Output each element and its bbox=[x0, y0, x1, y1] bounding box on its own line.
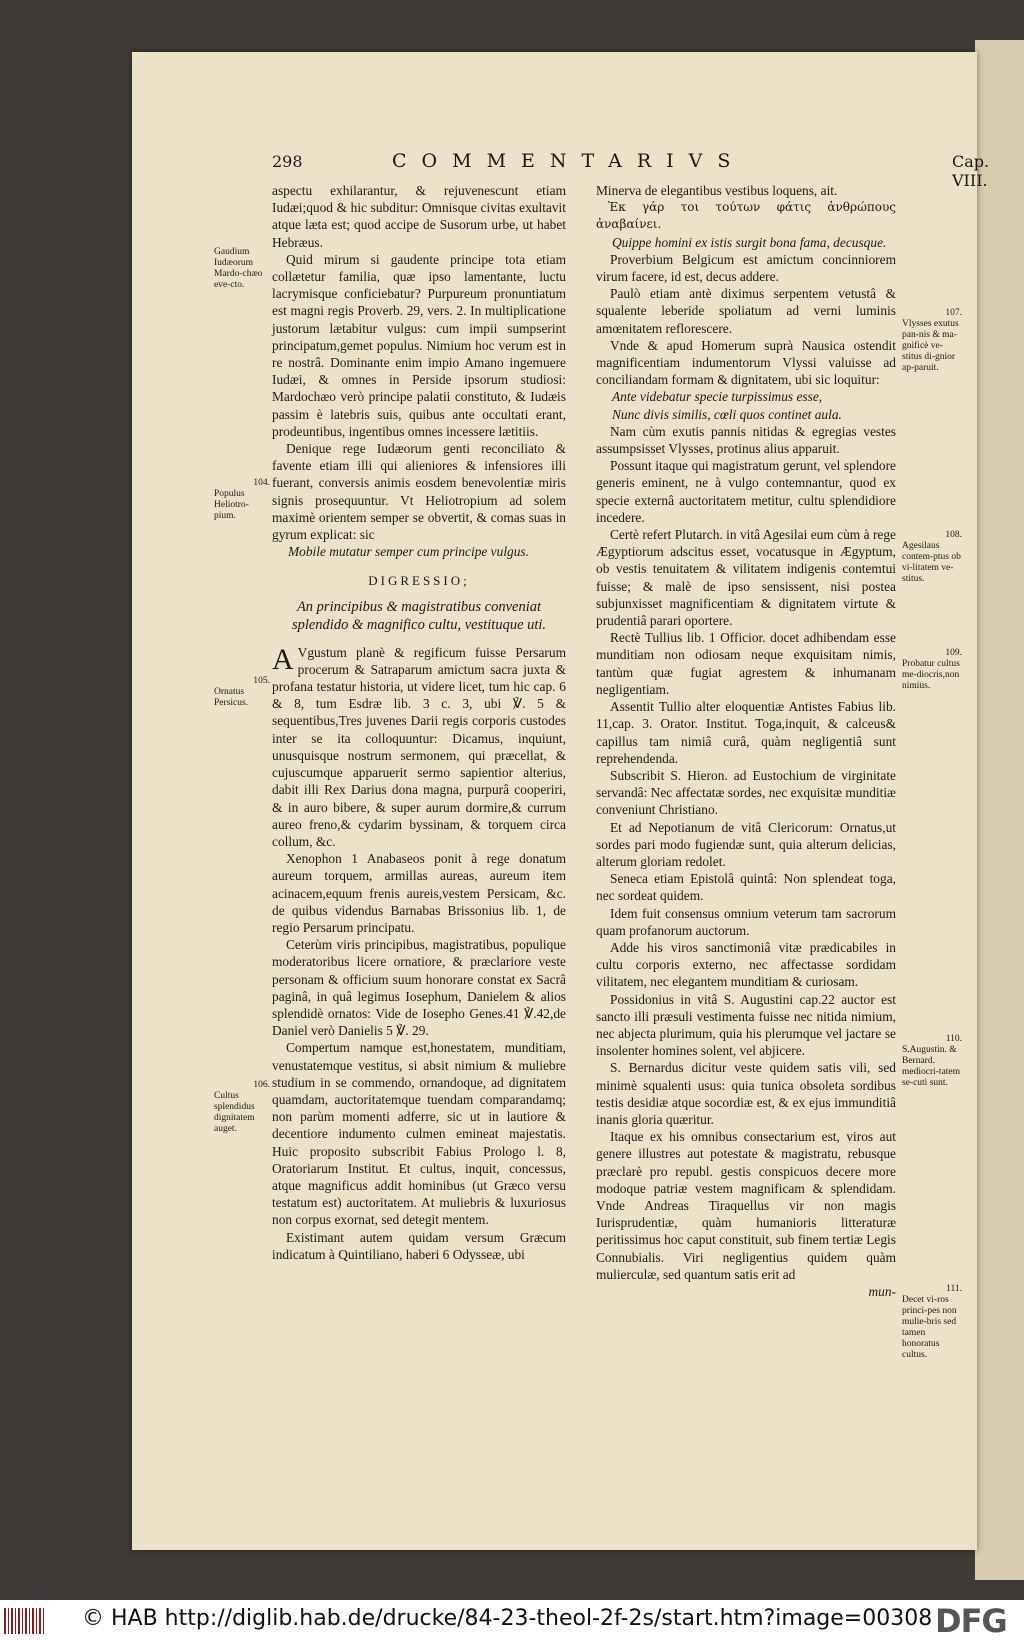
margin-note-text: Probatur cultus me-diocris,non nimius. bbox=[902, 659, 960, 691]
left-column bbox=[272, 182, 566, 1263]
margin-note-text: S.Augustin. & Bernard. mediocri-tatem se-cuti sunt. bbox=[902, 1045, 961, 1088]
paragraph: Minerva de elegantibus vestibus loquens, ait. bbox=[596, 183, 838, 198]
paragraph: Nam cùm exutis pannis nitidas & egregias vestes assumpsisset Vlysses, protinus alius apparuit. bbox=[596, 423, 896, 457]
footer-bar bbox=[0, 1600, 1024, 1640]
digressio-question: An principibus & magistratibus conveniat splendido & magnifico cultu, vestituque uti. bbox=[291, 598, 547, 633]
margin-note-number: 107. bbox=[945, 308, 962, 318]
chapter-label: Cap. VIII. bbox=[952, 152, 990, 190]
barcode-icon bbox=[4, 1608, 46, 1634]
paragraph: Seneca etiam Epistolâ quintâ: Non splendeat toga, nec sordeat quidem. bbox=[596, 871, 896, 904]
greek-verse: Ἐκ γάρ τοι τούτων φάτις ἀνθρώπους ἀναβαίνει. bbox=[596, 200, 896, 232]
paragraph: Compertum namque est,honestatem, munditiam, venustatemque vestitus, si absit nimium & muliebre studium in se commendo, ornandoque, ad dignitatem quamdam, auctoritatemque tuendam comparandamq; non parùm momenti adferre, sic ut in lautiore & decentiore indumento culmen emineat majestatis. Huic proposito subscribit Fabius Prologo l. 8, Oratoriarum Institut. Et cultus, inquit, concessus, atque magnificus addit hominibus (ut Græco versu testatum est) auctoritatem. At muliebris & luxuriosus non corpus exornat, sed detegit mentem. bbox=[272, 1040, 566, 1228]
paragraph: Adde his viros sanctimoniâ vitæ prædicabiles in cultu corporis externo, nec affectasse sordidam vilitatem, nec elegantem munditiam & curiosam. bbox=[596, 939, 896, 990]
book-page bbox=[132, 52, 990, 1550]
margin-note-text: Ornatus Persicus. bbox=[214, 687, 249, 708]
right-column bbox=[596, 182, 896, 1300]
margin-note-text: Cultus splendidus dignitatem auget. bbox=[214, 1091, 255, 1134]
margin-note bbox=[214, 478, 270, 522]
margin-note-number: 111. bbox=[946, 1284, 962, 1294]
paragraph: Proverbium Belgicum est amictum concinniorem virum facere, id est, decus addere. bbox=[596, 251, 896, 285]
margin-note-number: 110. bbox=[945, 1034, 962, 1044]
paragraph: S. Bernardus dicitur veste quidem satis vili, sed minimè squalenti usus: quia tunica obsoleta sordibus testis desidiæ atque socordiæ est, & ex ejus immunditiâ inanis gloria quæritur. bbox=[596, 1060, 896, 1127]
margin-note bbox=[902, 1034, 962, 1089]
verse-line: Mobile mutatur semper cum principe vulgus. bbox=[288, 544, 529, 560]
margin-note-text: Gaudium Iudæorum Mardo-chæo eve-cto. bbox=[214, 247, 263, 290]
paragraph: Vnde & apud Homerum suprà Nausica ostendit magnificentiam indumentorum Vlyssi valuisse ad conciliandam formam & dignitatem, ubi sic loquitur: bbox=[596, 337, 896, 388]
margin-note-text: Decet vi-ros princi-pes non mulie-bris sed tamen honoratus cultus. bbox=[902, 1295, 957, 1360]
paragraph: Possunt itaque qui magistratum gerunt, vel splendore generis eminent, ne à vulgo contemnantur, quod ex specie externâ auctoritatem metitur, cultu splendidiore incedere. bbox=[596, 458, 896, 525]
copyright-url[interactable]: © HAB http://diglib.hab.de/drucke/84-23-theol-2f-2s/start.htm?image=00308 bbox=[82, 1606, 933, 1631]
page-number: 298 bbox=[272, 152, 303, 171]
margin-note-number: 106. bbox=[253, 1080, 270, 1090]
margin-note bbox=[902, 308, 962, 374]
paragraph: Et ad Nepotianum de vitâ Clericorum: Ornatus,ut sordes pari modo fugiendæ sunt, quia alterum delicias, alterum gloriam redolet. bbox=[596, 819, 896, 869]
verse-line: Ante videbatur specie turpissimus esse, bbox=[612, 389, 823, 405]
paragraph: Itaque ex his omnibus consectarium est, viros aut genere illustres aut potestate & magistratu, rebusque præclarè pro republ. gestis conspicuos decere more modoque patriæ vestem magnificam & splendidam. Vnde Andreas Tiraquellus vir non magis Iurisprudentiæ, quàm humanioris litteraturæ peritissimus hoc caput constituit, sub finem tertiæ Legis Connubialis. Viri negligentius quidem quàm mulierculæ, sed quantum satis erit ad bbox=[596, 1129, 896, 1282]
margin-note bbox=[214, 1080, 270, 1135]
page-header bbox=[272, 150, 990, 190]
margin-note bbox=[902, 1284, 962, 1361]
paragraph: Existimant autem quidam versum Græcum indicatum à Quintiliano, haberi 6 Odysseæ, ubi bbox=[272, 1229, 566, 1262]
paragraph: Paulò etiam antè diximus serpentem vetustâ & squalente leberide spoliatum ad verni luminis amœnitatem reflorescere. bbox=[596, 286, 896, 336]
paragraph: Subscribit S. Hieron. ad Eustochium de virginitate servandâ: Nec affectatæ sordes, nec exquisitæ munditiæ conveniunt Christiano. bbox=[596, 767, 896, 818]
paragraph: Ceterùm viris principibus, magistratibus, populique moderatoribus licere ornatiore, & præclariore veste personam & officium suum honorare constat ex Sacrâ paginâ, in quâ legimus Iosephum, Danielem & alios splendidè ornatos: Vide de Iosepho Genes.41 ℣.42,de Daniel verò Danielis 5 ℣. 29. bbox=[272, 937, 566, 1039]
paragraph: Assentit Tullio alter eloquentiæ Antistes Fabius lib. 11,cap. 3. Orator. Institut. Toga,inquit, & calceus& capillus tam nimiâ curâ, quàm negligentiâ sunt reprehendenda. bbox=[596, 699, 896, 766]
margin-note-text: Agesilaus contem-ptus ob vi-litatem ve-stitus. bbox=[902, 541, 961, 584]
paragraph: Xenophon 1 Anabaseos ponit à rege donatum aureum torquem, armillas aureas, aureum item acinacem,equum frenis aureis,vestem Persicam, &c. de quibus videndus Barnabas Brissonius lib. 1, de regio Persarum principatu. bbox=[272, 851, 566, 935]
margin-note bbox=[214, 676, 270, 709]
paragraph: Possidonius in vitâ S. Augustini cap.22 auctor est sancto illi præsuli vestimenta fuisse nec nitida nimium, nec abjecta plurimum, quia his plerumque vel jactare se insolenter homines solent, vel abjicere. bbox=[596, 991, 896, 1059]
margin-note bbox=[902, 530, 962, 585]
dfg-logo: DFG bbox=[935, 1602, 1007, 1640]
margin-note-number: 105. bbox=[253, 676, 270, 686]
running-title: COMMENTARIVS bbox=[392, 150, 746, 172]
paragraph: Rectè Tullius lib. 1 Officior. docet adhibendam esse munditiam non odiosam neque exquisitam nimis, tantùm quæ fugiat agrestem & inhumanam negligentiam. bbox=[596, 630, 896, 697]
adjacent-page-edge bbox=[975, 40, 1024, 1580]
margin-note-number: 108. bbox=[945, 530, 962, 540]
paragraph: Idem fuit consensus omnium veterum tam sacrorum quam profanorum auctorum. bbox=[596, 905, 896, 938]
paragraph-with-drop-cap bbox=[272, 644, 566, 850]
margin-note bbox=[214, 247, 270, 291]
digressio-heading: DIGRESSIO; bbox=[368, 573, 470, 589]
catchword: mun- bbox=[868, 1284, 896, 1299]
paragraph: aspectu exhilarantur, & rejuvenescunt etiam Iudæi;quod & hic subditur: Omnisque civitas exultavit atque læta est; quod accipe de Susorum urbe, ut habet Hebræus. bbox=[272, 183, 566, 250]
verse-line: Quippe homini ex istis surgit bona fama, decusque. bbox=[612, 234, 887, 250]
paragraph-text: Vgustum planè & regificum fuisse Persarum procerum & Satraparum amictum sacra juxta & profana testatur historia, ut videre licet, tum hic cap. 6 & 8, tum Esdræ lib. 3 c. 3, ubi ℣. 5 & sequentibus,Tres juvenes Darii regis corporis custodes inter se ita colloquuntur: Dicamus, inquiunt, unusquisque nostrum sermonem, qui præcellat, & cujuscumque apparuerit sermo sapientior alterius, dabit illi Rex Darius dona magna, purpurâ cooperiri, & in auro bibere, & super aurum dormire,& currum aureo freno,& cydarim byssinam, & torquem circa collum, &c. bbox=[272, 644, 566, 849]
drop-cap: A bbox=[272, 642, 294, 676]
margin-note-text: Populus Heliotro-pium. bbox=[214, 489, 249, 521]
paragraph: Denique rege Iudæorum genti reconciliato & favente etiam illi qui alieniores & infensiores illi fuerant, conversis animis eosdem benevolentiæ miris signis prosequuntur. Vt Heliotropium ad solem maximè orientem semper se obvertit, & comas suas in gyrum explicat: sic bbox=[272, 441, 566, 543]
paragraph: Quid mirum si gaudente principe tota etiam collætetur familia, quæ ipso lamentante, luctu lacrymisque conficiebatur? Purpureum pronuntiatum est magni regis Proverb. 29, vers. 2. In multiplicatione justorum lætabitur vulgus: cum impii sumpserint principatum,gemet populus. Nimium hoc verum est in re nostrâ. Dominante enim impio Amano ingemuere Iudæi, & omnes in Perside ipsorum studiosi: Mardochæo verò principe palatii constituto, & Iudæis passim è latebris suis, quibus ante occultati erant, prodeuntibus, ingentibus omnes incessere lætitiis. bbox=[272, 251, 566, 439]
paragraph: Certè refert Plutarch. in vitâ Agesilai eum cùm à rege Ægyptiorum adscitus esset, vocatusque in Ægyptum, ob vestis tenuitatem & vilitatem indigenis contemtui fuisse; & malè de ipso sensissent, nisi postea subjunxisset magnificentiam & dignitatem virtute & prudentiâ parari oportere. bbox=[596, 527, 896, 629]
verse-line: Nunc divis similis, cœli quos continet aula. bbox=[612, 406, 842, 422]
margin-note-number: 109. bbox=[945, 648, 962, 658]
margin-note-text: Vlysses exutus pan-nis & ma-gnificè ve-stitus di-gnior ap-paruit. bbox=[902, 319, 959, 373]
margin-note bbox=[902, 648, 962, 692]
margin-note-number: 104. bbox=[253, 478, 270, 488]
